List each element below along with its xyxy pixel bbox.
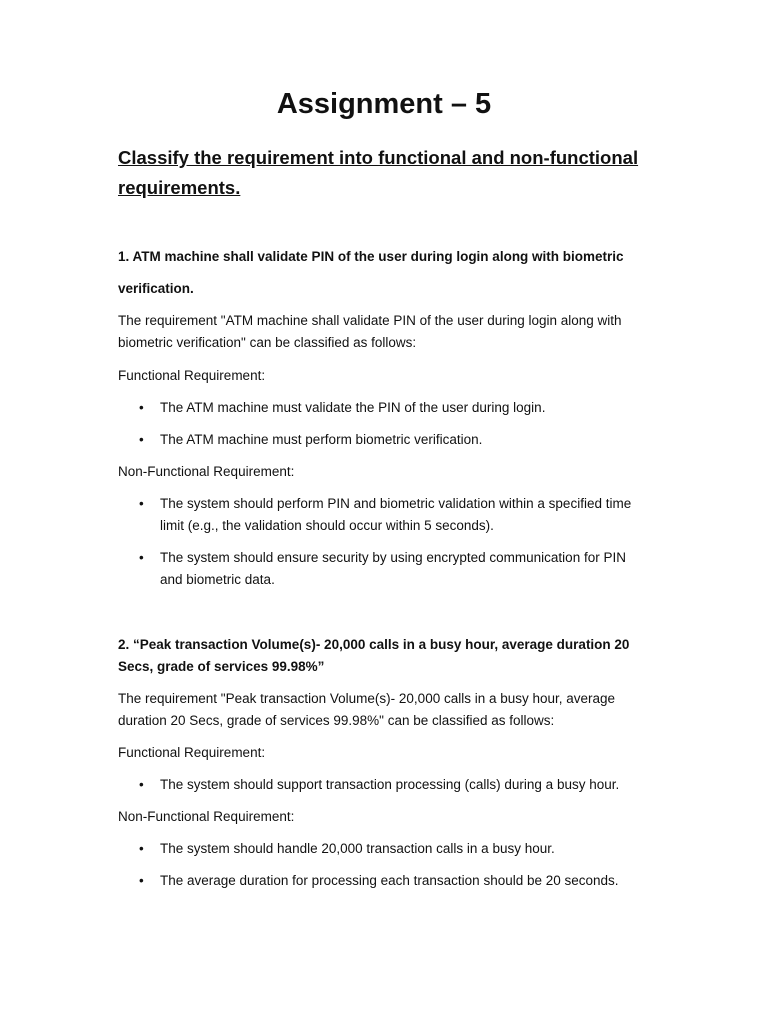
- section-1-heading-cont: verification.: [118, 281, 194, 296]
- bullet-icon: •: [139, 873, 144, 888]
- section-1-heading: 1. ATM machine shall validate PIN of the user during login along with biometric: [118, 249, 624, 264]
- section-1-nonfunctional-label: Non-Functional Requirement:: [118, 464, 295, 479]
- bullet-icon: •: [139, 777, 144, 792]
- bullet-icon: •: [139, 550, 144, 565]
- list-item-text: The system should ensure security by using encrypted communication for PIN and biometric data.: [160, 550, 626, 587]
- section-1-functional-label: Functional Requirement:: [118, 368, 266, 383]
- list-item-text: The system should support transaction processing (calls) during a busy hour.: [160, 777, 620, 792]
- list-item-text: The ATM machine must perform biometric verification.: [160, 432, 483, 447]
- bullet-icon: •: [139, 496, 144, 511]
- section-2-heading: 2. “Peak transaction Volume(s)- 20,000 calls in a busy hour, average duration 20 Secs, grade of services 99.98%”: [118, 637, 630, 674]
- page-title: Assignment – 5: [276, 88, 492, 120]
- bullet-icon: •: [139, 432, 144, 447]
- list-item: [118, 774, 658, 796]
- section-2-functional-label: Functional Requirement:: [118, 745, 266, 760]
- list-item: [118, 429, 658, 451]
- list-item-text: The average duration for processing each transaction should be 20 seconds.: [160, 873, 619, 888]
- list-item-text: The system should handle 20,000 transaction calls in a busy hour.: [160, 841, 555, 856]
- list-item: [118, 547, 658, 591]
- bullet-icon: •: [139, 400, 144, 415]
- list-item-text: The system should perform PIN and biometric validation within a specified time limit (e.g., the validation should occur within 5 seconds).: [160, 496, 632, 533]
- bullet-icon: •: [139, 841, 144, 856]
- section-2-nonfunctional-label: Non-Functional Requirement:: [118, 809, 295, 824]
- list-item: [118, 397, 658, 419]
- list-item: [118, 870, 658, 892]
- assignment-subtitle: Classify the requirement into functional and non-functional requirements.: [118, 147, 639, 198]
- list-item: [118, 493, 658, 537]
- list-item-text: The ATM machine must validate the PIN of the user during login.: [160, 400, 546, 415]
- section-1-intro: The requirement "ATM machine shall validate PIN of the user during login along with biometric verification" can be classified as follows:: [118, 313, 622, 350]
- section-2-intro: The requirement "Peak transaction Volume(s)- 20,000 calls in a busy hour, average duration 20 Secs, grade of services 99.98%" can be classified as follows:: [118, 691, 616, 728]
- list-item: [118, 838, 658, 860]
